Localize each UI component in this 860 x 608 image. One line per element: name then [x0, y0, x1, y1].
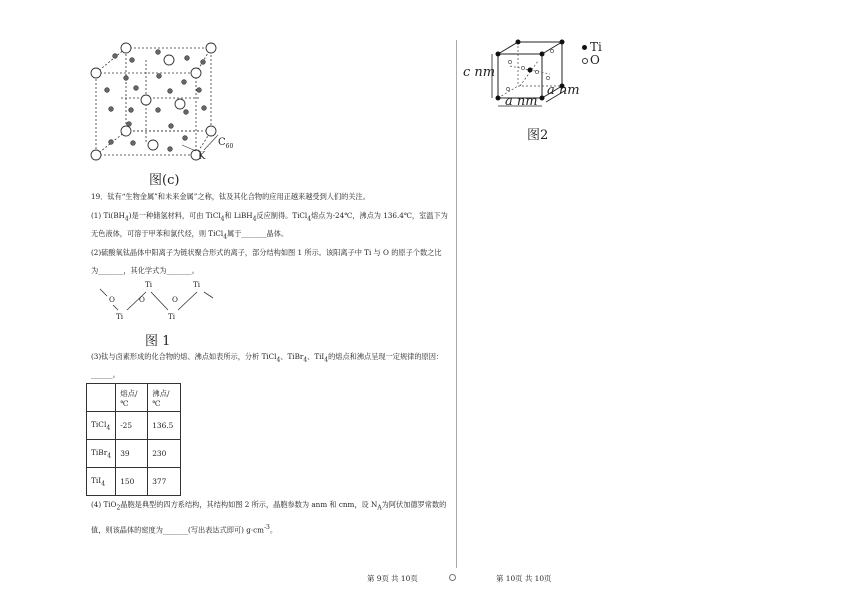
figure-1-caption: 图 1: [145, 334, 171, 349]
dimension-c-label: c nm: [463, 65, 496, 80]
table-cell-boiling-point: 136.5: [148, 412, 181, 440]
part-1-line-1: (1) $Ti(BH_4)$是一种储氢材料，可由 TiCl$_4$和 LiBH$_4$反应制得。TiCl$_4$熔点为-24℃，沸点为 136.4℃，室温下为: [91, 211, 448, 223]
melting-boiling-table: [86, 383, 181, 496]
question-19-heading: 19．钛有“生物金属”和未来金属”之称，钛及其化合物的应用正越来越受到人们的关注。: [91, 192, 370, 201]
chain-o-2: O: [139, 295, 145, 304]
table-row: [87, 440, 181, 468]
part-4-line-1: (4) TiO$_2$晶胞是典型的四方系结构，其结构如图 2 所示，晶胞参数为 anm 和 cnm，设 $N_A$为阿伏加德罗常数的: [91, 500, 447, 512]
table-cell-compound: TiI$_4$: [87, 468, 116, 496]
k-label: K: [198, 151, 206, 162]
table-cell-compound: TiBr$_4$: [87, 440, 116, 468]
table-cell-melting-point: 150: [116, 468, 148, 496]
table-cell-melting-point: -25: [116, 412, 148, 440]
center-binding-mark: [449, 574, 456, 581]
chain-ti-3: Ti: [168, 312, 176, 321]
table-cell-compound: TiCl$_4$: [87, 412, 116, 440]
table-header-row: [87, 384, 181, 412]
c60-label: $C_{60}$: [218, 137, 234, 150]
dimension-a-bottom-label: a nm: [505, 94, 538, 109]
figure-2-caption: 图2: [527, 128, 549, 143]
part-2-line-2: 为_______，其化学式为_______。: [91, 266, 199, 275]
part-3-line-1: (3)钛与卤素形成的化合物的熔、沸点如表所示，分析 TiCl$_4$、TiBr$_4$、TiI$_4$的熔点和沸点呈现一定规律的原因：: [91, 352, 444, 364]
table-cell-boiling-point: 377: [148, 468, 181, 496]
part-2-line-1: (2)硫酸氧钛晶体中阳离子为链状聚合形式的离子，部分结构如图 1 所示。该阳离子中 Ti 与 O 的原子个数之比: [91, 248, 442, 257]
part-4-line-2: 值，则该晶体的密度为_______(写出表达式即可) $g\cdot cm^{-3}$。: [91, 524, 278, 535]
chain-ti-4: Ti: [193, 280, 201, 289]
page-divider: [456, 40, 457, 568]
part-3-line-2: ______。: [91, 370, 120, 379]
table-row: [87, 412, 181, 440]
figure-c-caption: 图(c): [149, 173, 180, 188]
legend-ti-label: Ti: [590, 40, 602, 54]
table-cell-boiling-point: 230: [148, 440, 181, 468]
table-row: [87, 468, 181, 496]
chain-o-1: O: [109, 295, 115, 304]
table-header-cell: 熔点/℃: [116, 384, 148, 412]
page-number-right: 第 10页 共 10页: [496, 574, 552, 583]
legend-o-label: O: [590, 53, 600, 67]
page-number-left: 第 9页 共 10页: [367, 574, 418, 583]
legend-ti-dot: [582, 45, 587, 50]
dimension-a-side-label: a nm: [547, 83, 580, 98]
table-cell-melting-point: 39: [116, 440, 148, 468]
table-header-cell: [87, 384, 116, 412]
chain-ti-2: Ti: [145, 280, 153, 289]
chain-o-3: O: [172, 295, 178, 304]
legend-o-circle: [582, 58, 588, 64]
part-1-line-2: 无色液体，可溶于甲苯和氯代烃，则 TiCl$_4$属于_______晶体。: [91, 229, 289, 241]
table-header-cell: 沸点/℃: [148, 384, 181, 412]
chain-ti-1: Ti: [116, 312, 124, 321]
